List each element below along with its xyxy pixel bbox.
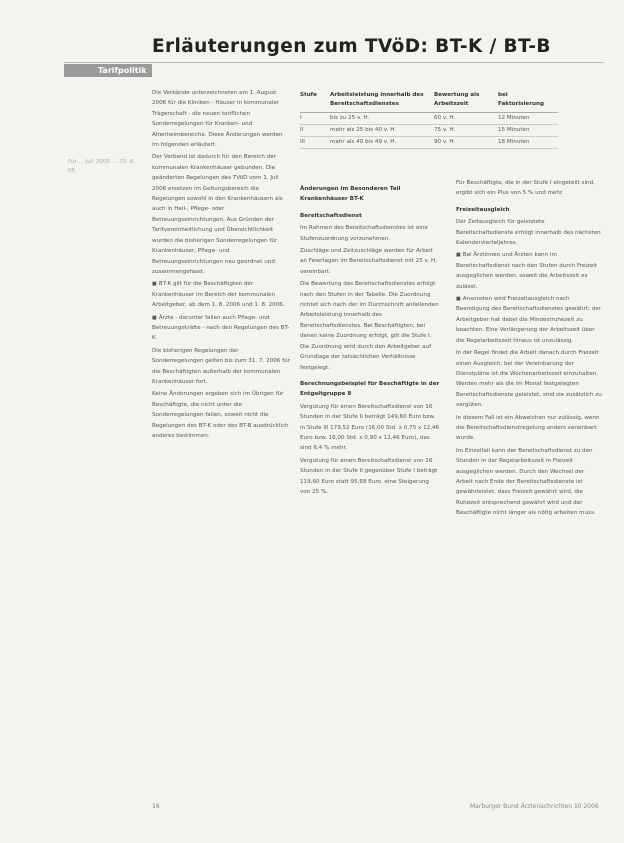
table-cell: 12 Minuten <box>498 113 558 125</box>
text-column-1 <box>152 88 290 443</box>
table-cell: 60 v. H. <box>434 113 498 125</box>
paragraph: Zuschläge und Zeitzuschläge werden für Arbeit an Feiertagen im Bereitschaftsdienst mit 25 v. H. vereinbart. <box>300 248 437 275</box>
section-heading: Bereitschaftsdienst <box>300 212 362 219</box>
table-cell: mehr als 25 bis 40 v. H. <box>330 125 434 137</box>
table-header-bewertung: Bewertung als Arbeitszeit <box>434 91 498 113</box>
table-header-stufe: Stufe <box>300 91 330 113</box>
text-column-2 <box>300 178 440 499</box>
bullet-paragraph: ■ Ärzte - darunter fallen auch Pflege- und Betreuungskräfte - nach den Regelungen des BT-K. <box>152 313 290 344</box>
table-cell: III <box>300 137 330 149</box>
section-heading: Änderungen im Besonderen Teil Krankenhäuser BT-K <box>300 186 401 203</box>
table-cell: mehr als 40 bis 49 v. H. <box>330 137 434 149</box>
table-row <box>300 125 558 137</box>
paragraph: Für Beschäftigte, die in der Stufe I eingeteilt sind, ergibt sich ein Plus von 5 % und mehr. <box>456 180 595 197</box>
journal-footer: Marburger Bund Ärztenachrichten 10 2006 <box>470 803 599 810</box>
paragraph: Vergütung für einen Bereitschaftsdienst von 16 Stunden in der Stufe II gegenüber Stufe I beträgt 119,60 Euro statt 95,68 Euro, eine Steigerung von 25 %. <box>300 457 438 495</box>
bereitschaft-stufen-table <box>300 91 558 149</box>
paragraph: In diesem Fall ist ein Abweichen nur zulässig, wenn die Bereitschaftsdienstregelung anders vereinbart wurde. <box>456 414 600 442</box>
section-heading: Freizeitausgleich <box>456 206 510 213</box>
table-row <box>300 113 558 125</box>
paragraph: Keine Änderungen ergeben sich im Übrigen für Beschäftigte, die nicht unter die Sonderregelungen fallen, soweit nicht die Regelungen des BT-K oder des BT-B ausdrücklich anderes bestimmen. <box>152 391 289 439</box>
margin-note: Für ... Juli 2005 ... 23. 8. 05 <box>68 159 135 174</box>
page-title: Erläuterungen zum TVöD: BT-K / BT-B <box>152 36 551 57</box>
text-column-3 <box>456 178 602 521</box>
table-cell: 90 v. H. <box>434 137 498 149</box>
bullet-paragraph: ■ Ansonsten wird Freizeitausgleich nach Beendigung des Bereitschaftsdienstes gewährt; der Arbeitgeber hat dabei die Mindestruhezeit zu beachten. Eine Verlängerung der Arbeitszeit über die Regelarbeitszeit hinaus ist unzulässig. <box>456 294 602 346</box>
table-row <box>300 137 558 149</box>
table-header-arbeitsleistung: Arbeitsleistung innerhalb des Bereitschaftsdienstes <box>330 91 434 113</box>
paragraph: Die Verbände unterzeichneten am 1. August 2006 für die Kliniken - Häuser in kommunaler Trägerschaft - die neuen tariflichen Sonderregelungen für Kranken- und Altenheimbereiche. Diese Änderungen werden im folgenden erläutert. <box>152 90 283 149</box>
table-cell: II <box>300 125 330 137</box>
table-cell: bis zu 25 v. H. <box>330 113 434 125</box>
table-cell: I <box>300 113 330 125</box>
paragraph: Vergütung für einen Bereitschaftsdienst von 16 Stunden in der Stufe II beträgt 149,60 Euro bzw. in Stufe III 179,52 Euro (16,00 Std. x 0,75 x 12,46 Euro bzw. 16,00 Std. x 0,90 x 12,46 Euro), das sind 6,4 % mehr. <box>300 403 440 452</box>
header-rule <box>64 62 604 63</box>
bullet-paragraph: ■ BT-K gilt für die Beschäftigten der Krankenhäuser im Bereich der kommunalen Arbeitgeber, ab dem 1. 8. 2006 und 1. 8. 2006. <box>152 279 290 310</box>
paragraph: Die bisherigen Regelungen der Sonderregelungen gelten bis zum 31. 7. 2006 für die Beschäftigten außerhalb der kommunalen Krankenhäuser fort. <box>152 347 290 385</box>
table-cell: 18 Minuten <box>498 137 558 149</box>
section-tag: Tarifpolitik <box>64 64 152 77</box>
page-number: 16 <box>152 803 160 810</box>
paragraph: Der Zeitausgleich für geleistete Bereitschaftsdienste erfolgt innerhalb des nächsten Kalendervierteljahres. <box>456 219 601 247</box>
paragraph: Im Rahmen des Bereitschaftsdienstes ist eine Stufenzuordnung vorzunehmen. <box>300 225 428 242</box>
paragraph: In der Regel findet die Arbeit danach durch Freizeit einen Ausgleich; bei der Vereinbarung der Dienstpläne ist die Wochenarbeitszeit einzuhalten. Werden mehr als die im Monat festgelegten Bereitschaftsdienste geleistet, sind sie zusätzlich zu vergüten. <box>456 350 602 409</box>
section-heading: Berechnungsbeispiel für Beschäftigte in der Entgeltgruppe 8 <box>300 380 440 398</box>
paragraph: Die Bewertung des Bereitschaftsdienstes erfolgt nach den Stufen in der Tabelle. Die Zuordnung richtet sich nach der im Durchschnitt anfallenden Arbeitsleistung innerhalb des Bereitschaftsdienstes. Bei Beschäftigten, bei denen keine Zuordnung erfolgt, gilt die Stufe I. Die Zuordnung wird durch den Arbeitgeber auf Grundlage der tatsächlichen Verhältnisse festgelegt. <box>300 281 439 371</box>
table-cell: 75 v. H. <box>434 125 498 137</box>
paragraph: Der Verband ist dadurch für den Bereich der kommunalen Krankenhäuser gebunden. Die geänderten Regelungen des TVöD vom 1. Juli 2006 ersetzen im Geltungsbereich die Regelungen sowohl in den Krankenhäusern als auch in Heil-, Pflege- oder Betreuungseinrichtungen. Aus Gründen der Tarifvereinheitlichung und Übersichtlichkeit wurden die bisherigen Sonderregelungen für Krankenhäuser, Pflege- und Betreuungseinrichtungen neu geordnet und zusammengefasst. <box>152 154 283 275</box>
table-header-faktorisierung: bei Faktorisierung <box>498 91 558 113</box>
table-header-row <box>300 91 558 113</box>
table-cell: 15 Minuten <box>498 125 558 137</box>
bullet-paragraph: ■ Bei Ärztinnen und Ärzten kann im Bereitschaftsdienst nach den Stufen durch Freizeit ausgeglichen werden, soweit die Arbeitszeit es zulässt. <box>456 250 602 292</box>
paragraph: Im Einzelfall kann der Bereitschaftsdienst zu den Stunden in der Regelarbeitszeit in Freizeit ausgeglichen werden. Durch den Wechsel der Arbeit nach Ende der Bereitschaftsdienste ist gewährleistet, dass Freizeit gewährt wird, die Ruhezeit entsprechend gewährt wird und der Beschäftigte nicht länger als nötig arbeiten muss. <box>456 447 596 517</box>
